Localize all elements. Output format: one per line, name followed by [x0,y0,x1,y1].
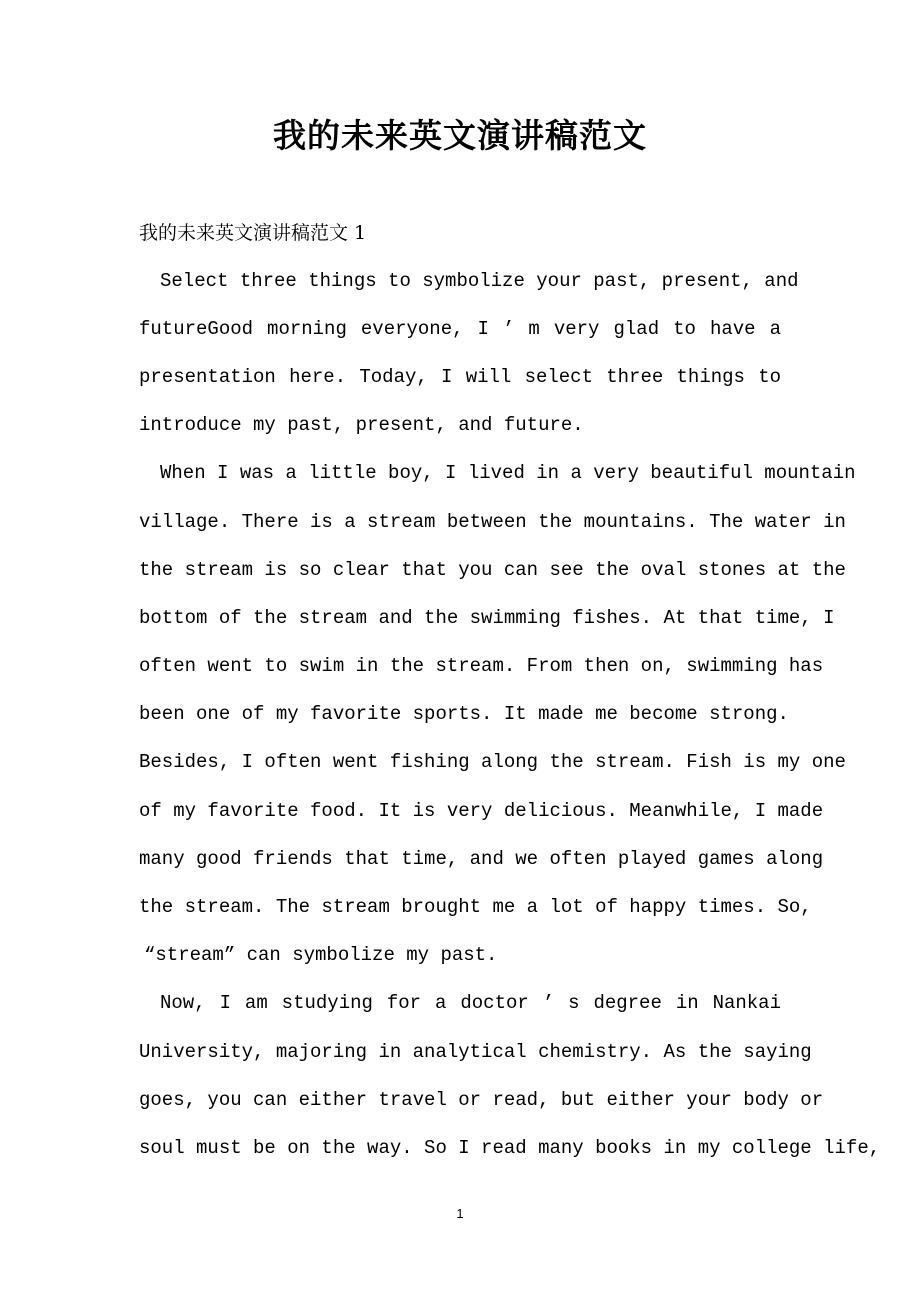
paragraph-line: Select three things to symbolize your past, present, and [160,270,799,292]
paragraph-line: “stream” can symbolize my past. [144,944,498,966]
paragraph-line: the stream is so clear that you can see the oval stones at the [139,559,846,581]
paragraph-line: Besides, I often went fishing along the stream. Fish is my one [139,751,846,773]
page-number: 1 [456,1206,464,1221]
document-title: 我的未来英文演讲稿范文 [273,116,647,155]
paragraph-line: bottom of the stream and the swimming fishes. At that time, I [139,607,835,629]
section-heading: 我的未来英文演讲稿范文 1 [139,222,367,244]
paragraph-line: of my favorite food. It is very delicious. Meanwhile, I made [139,800,824,822]
paragraph-line: presentation here. Today, I will select three things to [139,366,781,388]
paragraph-line: When I was a little boy, I lived in a very beautiful mountain [160,462,856,484]
paragraph-line: often went to swim in the stream. From then on, swimming has [139,655,824,677]
paragraph-line: soul must be on the way. So I read many books in my college life, [139,1137,881,1159]
paragraph-line: many good friends that time, and we often played games along [139,848,824,870]
paragraph-line: futureGood morning everyone, I ’ m very glad to have a [139,318,781,340]
paragraph-line: been one of my favorite sports. It made me become strong. [139,703,789,725]
paragraph-line: village. There is a stream between the mountains. The water in [139,511,846,533]
paragraph-line: Now, I am studying for a doctor ’ s degree in Nankai [160,992,781,1014]
paragraph-line: University, majoring in analytical chemistry. As the saying [139,1041,812,1063]
paragraph-line: goes, you can either travel or read, but either your body or [139,1089,824,1111]
paragraph-line: introduce my past, present, and future. [139,414,584,436]
paragraph-line: the stream. The stream brought me a lot of happy times. So, [139,896,812,918]
